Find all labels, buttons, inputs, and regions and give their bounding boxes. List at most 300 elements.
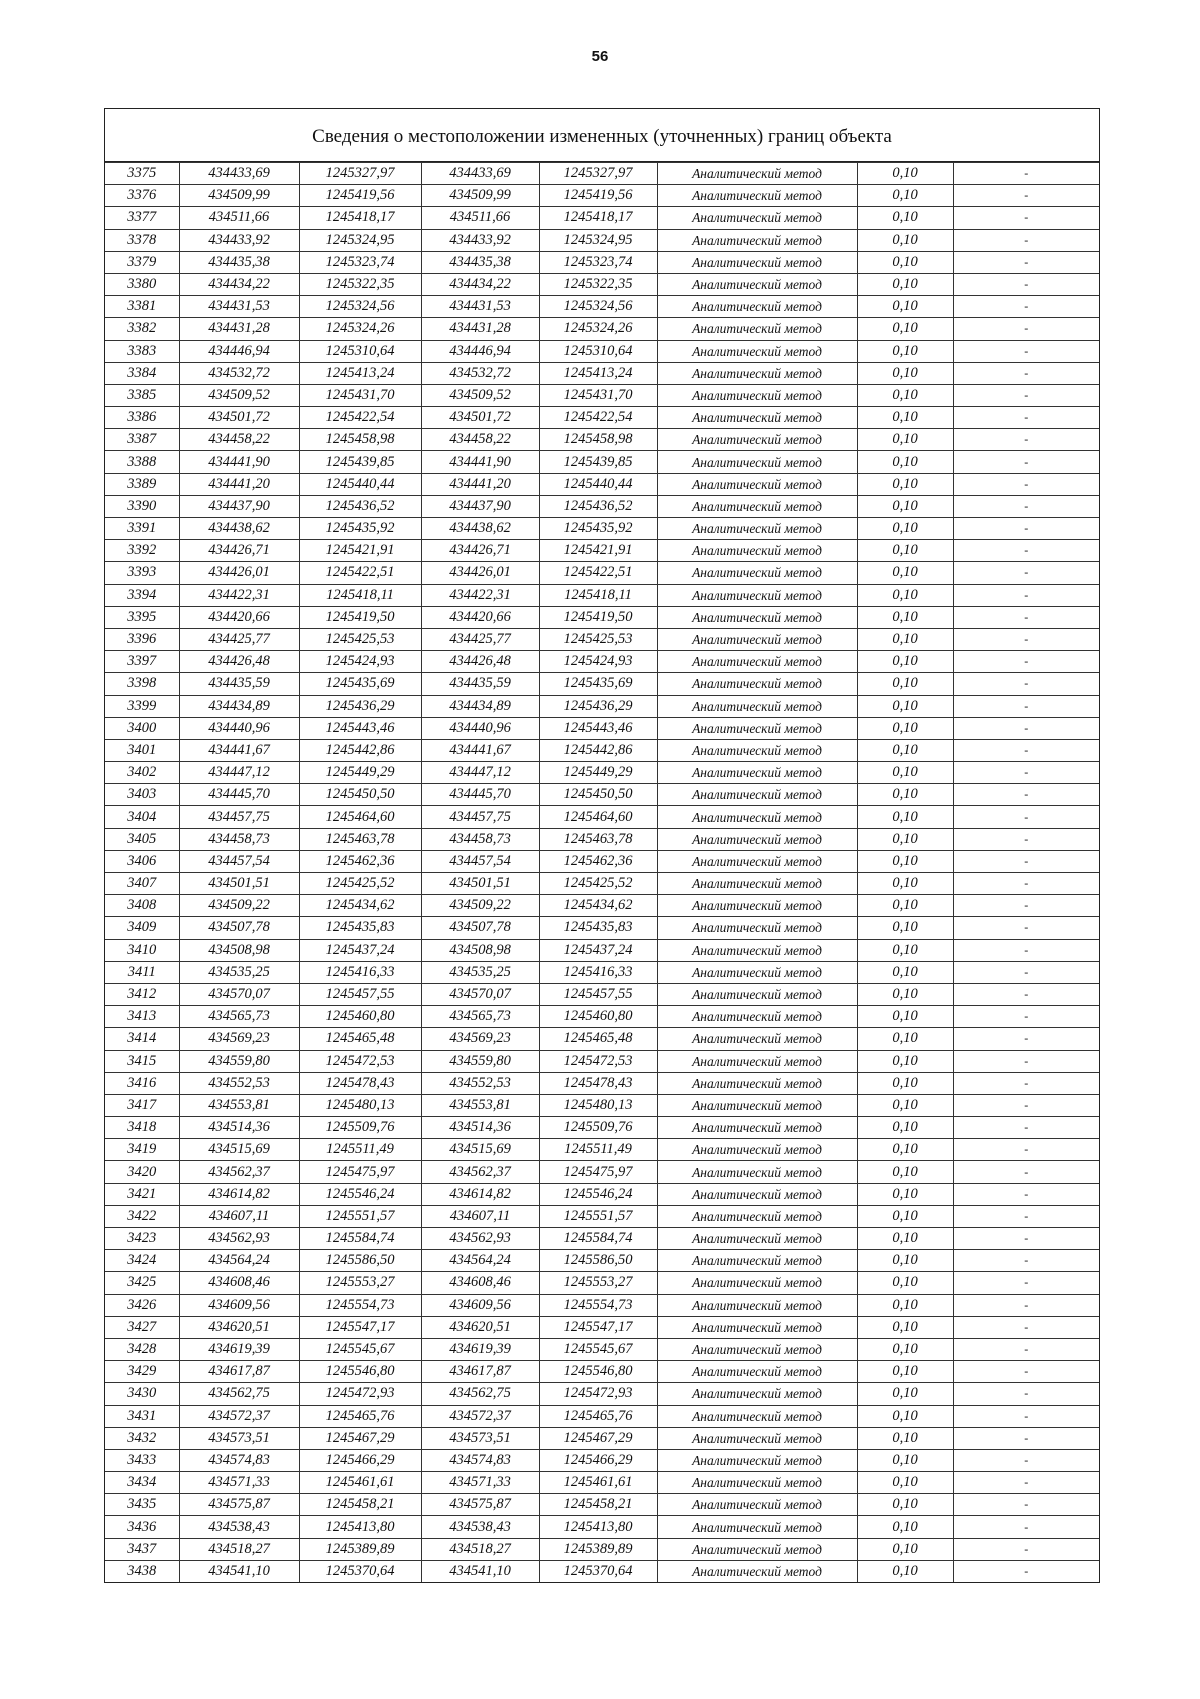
x-new-cell: 434426,01: [421, 562, 539, 584]
point-number-cell: 3413: [105, 1006, 179, 1028]
y-new-cell: 1245419,56: [539, 185, 657, 207]
x-old-cell: 434509,52: [179, 384, 299, 406]
method-cell: Аналитический метод: [657, 784, 857, 806]
accuracy-cell: 0,10: [857, 873, 953, 895]
accuracy-cell: 0,10: [857, 473, 953, 495]
table-row: [105, 1316, 1099, 1338]
y-old-cell: 1245478,43: [299, 1072, 421, 1094]
y-old-cell: 1245551,57: [299, 1205, 421, 1227]
point-number-cell: 3391: [105, 518, 179, 540]
x-old-cell: 434532,72: [179, 362, 299, 384]
method-cell: Аналитический метод: [657, 1538, 857, 1560]
y-old-cell: 1245553,27: [299, 1272, 421, 1294]
method-cell: Аналитический метод: [657, 1117, 857, 1139]
x-new-cell: 434619,39: [421, 1338, 539, 1360]
method-cell: Аналитический метод: [657, 651, 857, 673]
y-new-cell: 1245553,27: [539, 1272, 657, 1294]
x-old-cell: 434608,46: [179, 1272, 299, 1294]
method-cell: Аналитический метод: [657, 828, 857, 850]
accuracy-cell: 0,10: [857, 1205, 953, 1227]
x-old-cell: 434507,78: [179, 917, 299, 939]
y-new-cell: 1245546,24: [539, 1183, 657, 1205]
accuracy-cell: 0,10: [857, 784, 953, 806]
x-new-cell: 434564,24: [421, 1250, 539, 1272]
point-number-cell: 3419: [105, 1139, 179, 1161]
accuracy-cell: 0,10: [857, 717, 953, 739]
table-row: [105, 1183, 1099, 1205]
description-cell: -: [953, 518, 1099, 540]
x-old-cell: 434570,07: [179, 983, 299, 1005]
point-number-cell: 3393: [105, 562, 179, 584]
x-new-cell: 434607,11: [421, 1205, 539, 1227]
point-number-cell: 3420: [105, 1161, 179, 1183]
y-new-cell: 1245322,35: [539, 273, 657, 295]
accuracy-cell: 0,10: [857, 1050, 953, 1072]
y-new-cell: 1245389,89: [539, 1538, 657, 1560]
y-old-cell: 1245546,80: [299, 1361, 421, 1383]
method-cell: Аналитический метод: [657, 628, 857, 650]
point-number-cell: 3396: [105, 628, 179, 650]
y-old-cell: 1245547,17: [299, 1316, 421, 1338]
table-row: [105, 1139, 1099, 1161]
y-old-cell: 1245324,95: [299, 229, 421, 251]
y-old-cell: 1245511,49: [299, 1139, 421, 1161]
accuracy-cell: 0,10: [857, 185, 953, 207]
table-row: [105, 1117, 1099, 1139]
y-old-cell: 1245584,74: [299, 1228, 421, 1250]
method-cell: Аналитический метод: [657, 1494, 857, 1516]
page-number: 56: [591, 48, 609, 65]
x-new-cell: 434457,75: [421, 806, 539, 828]
table-row: [105, 1272, 1099, 1294]
x-old-cell: 434457,54: [179, 850, 299, 872]
description-cell: -: [953, 873, 1099, 895]
x-old-cell: 434446,94: [179, 340, 299, 362]
table-body: [105, 163, 1099, 1583]
x-old-cell: 434425,77: [179, 628, 299, 650]
point-number-cell: 3388: [105, 451, 179, 473]
description-cell: -: [953, 1560, 1099, 1582]
point-number-cell: 3434: [105, 1472, 179, 1494]
accuracy-cell: 0,10: [857, 273, 953, 295]
accuracy-cell: 0,10: [857, 1228, 953, 1250]
accuracy-cell: 0,10: [857, 584, 953, 606]
x-old-cell: 434437,90: [179, 495, 299, 517]
method-cell: Аналитический метод: [657, 1006, 857, 1028]
accuracy-cell: 0,10: [857, 451, 953, 473]
x-new-cell: 434509,22: [421, 895, 539, 917]
accuracy-cell: 0,10: [857, 540, 953, 562]
description-cell: -: [953, 673, 1099, 695]
table-row: [105, 1383, 1099, 1405]
x-new-cell: 434441,90: [421, 451, 539, 473]
table-row: [105, 451, 1099, 473]
y-old-cell: 1245323,74: [299, 251, 421, 273]
table-row: [105, 1072, 1099, 1094]
x-old-cell: 434441,90: [179, 451, 299, 473]
method-cell: Аналитический метод: [657, 1427, 857, 1449]
x-old-cell: 434569,23: [179, 1028, 299, 1050]
accuracy-cell: 0,10: [857, 1183, 953, 1205]
point-number-cell: 3409: [105, 917, 179, 939]
point-number-cell: 3375: [105, 163, 179, 185]
x-new-cell: 434438,62: [421, 518, 539, 540]
method-cell: Аналитический метод: [657, 717, 857, 739]
description-cell: -: [953, 340, 1099, 362]
y-new-cell: 1245458,21: [539, 1494, 657, 1516]
y-old-cell: 1245437,24: [299, 939, 421, 961]
accuracy-cell: 0,10: [857, 562, 953, 584]
x-new-cell: 434575,87: [421, 1494, 539, 1516]
description-cell: -: [953, 850, 1099, 872]
y-new-cell: 1245465,48: [539, 1028, 657, 1050]
y-old-cell: 1245458,21: [299, 1494, 421, 1516]
description-cell: -: [953, 1294, 1099, 1316]
method-cell: Аналитический метод: [657, 1205, 857, 1227]
y-old-cell: 1245419,50: [299, 606, 421, 628]
accuracy-cell: 0,10: [857, 1250, 953, 1272]
method-cell: Аналитический метод: [657, 1050, 857, 1072]
x-old-cell: 434515,69: [179, 1139, 299, 1161]
y-new-cell: 1245436,29: [539, 695, 657, 717]
table-row: [105, 673, 1099, 695]
accuracy-cell: 0,10: [857, 606, 953, 628]
y-new-cell: 1245421,91: [539, 540, 657, 562]
x-new-cell: 434614,82: [421, 1183, 539, 1205]
accuracy-cell: 0,10: [857, 518, 953, 540]
point-number-cell: 3408: [105, 895, 179, 917]
y-new-cell: 1245413,80: [539, 1516, 657, 1538]
x-new-cell: 434458,73: [421, 828, 539, 850]
y-new-cell: 1245435,69: [539, 673, 657, 695]
accuracy-cell: 0,10: [857, 1006, 953, 1028]
x-old-cell: 434511,66: [179, 207, 299, 229]
point-number-cell: 3427: [105, 1316, 179, 1338]
point-number-cell: 3437: [105, 1538, 179, 1560]
y-old-cell: 1245419,56: [299, 185, 421, 207]
y-new-cell: 1245464,60: [539, 806, 657, 828]
y-new-cell: 1245551,57: [539, 1205, 657, 1227]
y-old-cell: 1245458,98: [299, 429, 421, 451]
description-cell: -: [953, 407, 1099, 429]
x-old-cell: 434571,33: [179, 1472, 299, 1494]
method-cell: Аналитический метод: [657, 1516, 857, 1538]
x-old-cell: 434617,87: [179, 1361, 299, 1383]
table-row: [105, 628, 1099, 650]
point-number-cell: 3385: [105, 384, 179, 406]
x-new-cell: 434514,36: [421, 1117, 539, 1139]
x-new-cell: 434426,71: [421, 540, 539, 562]
table-row: [105, 895, 1099, 917]
x-new-cell: 434532,72: [421, 362, 539, 384]
coordinates-table: [105, 162, 1099, 1582]
y-new-cell: 1245418,17: [539, 207, 657, 229]
table-row: [105, 518, 1099, 540]
method-cell: Аналитический метод: [657, 1405, 857, 1427]
y-old-cell: 1245465,76: [299, 1405, 421, 1427]
y-old-cell: 1245431,70: [299, 384, 421, 406]
point-number-cell: 3379: [105, 251, 179, 273]
description-cell: -: [953, 185, 1099, 207]
x-new-cell: 434562,75: [421, 1383, 539, 1405]
description-cell: -: [953, 1050, 1099, 1072]
method-cell: Аналитический метод: [657, 1560, 857, 1582]
point-number-cell: 3390: [105, 495, 179, 517]
description-cell: -: [953, 562, 1099, 584]
y-old-cell: 1245545,67: [299, 1338, 421, 1360]
point-number-cell: 3421: [105, 1183, 179, 1205]
x-old-cell: 434458,73: [179, 828, 299, 850]
y-old-cell: 1245462,36: [299, 850, 421, 872]
y-new-cell: 1245442,86: [539, 739, 657, 761]
y-old-cell: 1245449,29: [299, 762, 421, 784]
accuracy-cell: 0,10: [857, 251, 953, 273]
table-row: [105, 606, 1099, 628]
method-cell: Аналитический метод: [657, 1161, 857, 1183]
y-new-cell: 1245545,67: [539, 1338, 657, 1360]
x-old-cell: 434509,99: [179, 185, 299, 207]
description-cell: -: [953, 584, 1099, 606]
x-new-cell: 434608,46: [421, 1272, 539, 1294]
x-new-cell: 434457,54: [421, 850, 539, 872]
point-number-cell: 3386: [105, 407, 179, 429]
y-new-cell: 1245480,13: [539, 1094, 657, 1116]
point-number-cell: 3395: [105, 606, 179, 628]
y-new-cell: 1245463,78: [539, 828, 657, 850]
description-cell: -: [953, 451, 1099, 473]
description-cell: -: [953, 1250, 1099, 1272]
accuracy-cell: 0,10: [857, 1516, 953, 1538]
point-number-cell: 3430: [105, 1383, 179, 1405]
x-old-cell: 434573,51: [179, 1427, 299, 1449]
method-cell: Аналитический метод: [657, 473, 857, 495]
x-new-cell: 434565,73: [421, 1006, 539, 1028]
y-new-cell: 1245509,76: [539, 1117, 657, 1139]
point-number-cell: 3435: [105, 1494, 179, 1516]
method-cell: Аналитический метод: [657, 1183, 857, 1205]
table-row: [105, 1094, 1099, 1116]
table-row: [105, 739, 1099, 761]
y-new-cell: 1245547,17: [539, 1316, 657, 1338]
accuracy-cell: 0,10: [857, 207, 953, 229]
x-old-cell: 434431,28: [179, 318, 299, 340]
y-new-cell: 1245370,64: [539, 1560, 657, 1582]
method-cell: Аналитический метод: [657, 540, 857, 562]
description-cell: -: [953, 384, 1099, 406]
x-old-cell: 434562,93: [179, 1228, 299, 1250]
point-number-cell: 3376: [105, 185, 179, 207]
x-new-cell: 434435,59: [421, 673, 539, 695]
x-new-cell: 434518,27: [421, 1538, 539, 1560]
accuracy-cell: 0,10: [857, 850, 953, 872]
x-old-cell: 434501,72: [179, 407, 299, 429]
description-cell: -: [953, 1072, 1099, 1094]
accuracy-cell: 0,10: [857, 828, 953, 850]
y-new-cell: 1245440,44: [539, 473, 657, 495]
table-row: [105, 873, 1099, 895]
table-row: [105, 1161, 1099, 1183]
point-number-cell: 3411: [105, 961, 179, 983]
description-cell: -: [953, 651, 1099, 673]
accuracy-cell: 0,10: [857, 163, 953, 185]
x-old-cell: 434514,36: [179, 1117, 299, 1139]
y-old-cell: 1245466,29: [299, 1449, 421, 1471]
point-number-cell: 3425: [105, 1272, 179, 1294]
x-new-cell: 434433,92: [421, 229, 539, 251]
y-old-cell: 1245425,52: [299, 873, 421, 895]
x-new-cell: 434538,43: [421, 1516, 539, 1538]
point-number-cell: 3416: [105, 1072, 179, 1094]
x-old-cell: 434553,81: [179, 1094, 299, 1116]
y-old-cell: 1245324,56: [299, 296, 421, 318]
accuracy-cell: 0,10: [857, 917, 953, 939]
x-old-cell: 434562,37: [179, 1161, 299, 1183]
description-cell: -: [953, 739, 1099, 761]
point-number-cell: 3431: [105, 1405, 179, 1427]
point-number-cell: 3392: [105, 540, 179, 562]
method-cell: Аналитический метод: [657, 207, 857, 229]
point-number-cell: 3377: [105, 207, 179, 229]
y-new-cell: 1245437,24: [539, 939, 657, 961]
x-old-cell: 434422,31: [179, 584, 299, 606]
x-old-cell: 434508,98: [179, 939, 299, 961]
y-new-cell: 1245472,53: [539, 1050, 657, 1072]
table-row: [105, 1494, 1099, 1516]
x-old-cell: 434440,96: [179, 717, 299, 739]
x-old-cell: 434445,70: [179, 784, 299, 806]
x-new-cell: 434562,37: [421, 1161, 539, 1183]
table-row: [105, 1361, 1099, 1383]
description-cell: -: [953, 207, 1099, 229]
x-new-cell: 434553,81: [421, 1094, 539, 1116]
y-old-cell: 1245322,35: [299, 273, 421, 295]
y-old-cell: 1245422,51: [299, 562, 421, 584]
method-cell: Аналитический метод: [657, 185, 857, 207]
accuracy-cell: 0,10: [857, 1538, 953, 1560]
y-new-cell: 1245546,80: [539, 1361, 657, 1383]
y-old-cell: 1245509,76: [299, 1117, 421, 1139]
table-row: [105, 917, 1099, 939]
y-old-cell: 1245435,69: [299, 673, 421, 695]
y-old-cell: 1245465,48: [299, 1028, 421, 1050]
method-cell: Аналитический метод: [657, 229, 857, 251]
x-old-cell: 434535,25: [179, 961, 299, 983]
accuracy-cell: 0,10: [857, 1449, 953, 1471]
point-number-cell: 3401: [105, 739, 179, 761]
table-row: [105, 540, 1099, 562]
point-number-cell: 3400: [105, 717, 179, 739]
x-new-cell: 434509,52: [421, 384, 539, 406]
description-cell: -: [953, 828, 1099, 850]
table-row: [105, 762, 1099, 784]
x-old-cell: 434433,69: [179, 163, 299, 185]
accuracy-cell: 0,10: [857, 673, 953, 695]
method-cell: Аналитический метод: [657, 762, 857, 784]
table-row: [105, 340, 1099, 362]
accuracy-cell: 0,10: [857, 1272, 953, 1294]
y-new-cell: 1245584,74: [539, 1228, 657, 1250]
x-new-cell: 434562,93: [421, 1228, 539, 1250]
y-old-cell: 1245463,78: [299, 828, 421, 850]
y-new-cell: 1245416,33: [539, 961, 657, 983]
y-new-cell: 1245439,85: [539, 451, 657, 473]
y-old-cell: 1245434,62: [299, 895, 421, 917]
point-number-cell: 3414: [105, 1028, 179, 1050]
accuracy-cell: 0,10: [857, 1383, 953, 1405]
table-row: [105, 407, 1099, 429]
point-number-cell: 3410: [105, 939, 179, 961]
description-cell: -: [953, 362, 1099, 384]
accuracy-cell: 0,10: [857, 296, 953, 318]
description-cell: -: [953, 1449, 1099, 1471]
table-row: [105, 362, 1099, 384]
y-new-cell: 1245424,93: [539, 651, 657, 673]
accuracy-cell: 0,10: [857, 1405, 953, 1427]
table-row: [105, 1427, 1099, 1449]
method-cell: Аналитический метод: [657, 739, 857, 761]
y-old-cell: 1245435,92: [299, 518, 421, 540]
table-row: [105, 163, 1099, 185]
x-new-cell: 434431,53: [421, 296, 539, 318]
point-number-cell: 3402: [105, 762, 179, 784]
table-row: [105, 229, 1099, 251]
description-cell: -: [953, 1516, 1099, 1538]
description-cell: -: [953, 695, 1099, 717]
accuracy-cell: 0,10: [857, 1494, 953, 1516]
x-old-cell: 434552,53: [179, 1072, 299, 1094]
table-row: [105, 1405, 1099, 1427]
description-cell: -: [953, 717, 1099, 739]
accuracy-cell: 0,10: [857, 628, 953, 650]
method-cell: Аналитический метод: [657, 873, 857, 895]
y-old-cell: 1245439,85: [299, 451, 421, 473]
description-cell: -: [953, 806, 1099, 828]
method-cell: Аналитический метод: [657, 673, 857, 695]
table-row: [105, 1560, 1099, 1582]
y-old-cell: 1245418,17: [299, 207, 421, 229]
y-old-cell: 1245370,64: [299, 1560, 421, 1582]
x-old-cell: 434426,48: [179, 651, 299, 673]
table-row: [105, 207, 1099, 229]
y-new-cell: 1245458,98: [539, 429, 657, 451]
x-new-cell: 434515,69: [421, 1139, 539, 1161]
description-cell: -: [953, 917, 1099, 939]
y-new-cell: 1245449,29: [539, 762, 657, 784]
accuracy-cell: 0,10: [857, 1361, 953, 1383]
description-cell: -: [953, 1028, 1099, 1050]
x-new-cell: 434541,10: [421, 1560, 539, 1582]
description-cell: -: [953, 1139, 1099, 1161]
y-old-cell: 1245442,86: [299, 739, 421, 761]
x-old-cell: 434562,75: [179, 1383, 299, 1405]
method-cell: Аналитический метод: [657, 584, 857, 606]
point-number-cell: 3398: [105, 673, 179, 695]
method-cell: Аналитический метод: [657, 1449, 857, 1471]
table-row: [105, 1028, 1099, 1050]
x-new-cell: 434446,94: [421, 340, 539, 362]
x-new-cell: 434572,37: [421, 1405, 539, 1427]
table-row: [105, 584, 1099, 606]
method-cell: Аналитический метод: [657, 695, 857, 717]
y-new-cell: 1245436,52: [539, 495, 657, 517]
y-new-cell: 1245323,74: [539, 251, 657, 273]
accuracy-cell: 0,10: [857, 1028, 953, 1050]
description-cell: -: [953, 273, 1099, 295]
y-old-cell: 1245464,60: [299, 806, 421, 828]
table-row: [105, 717, 1099, 739]
method-cell: Аналитический метод: [657, 495, 857, 517]
table-row: [105, 562, 1099, 584]
